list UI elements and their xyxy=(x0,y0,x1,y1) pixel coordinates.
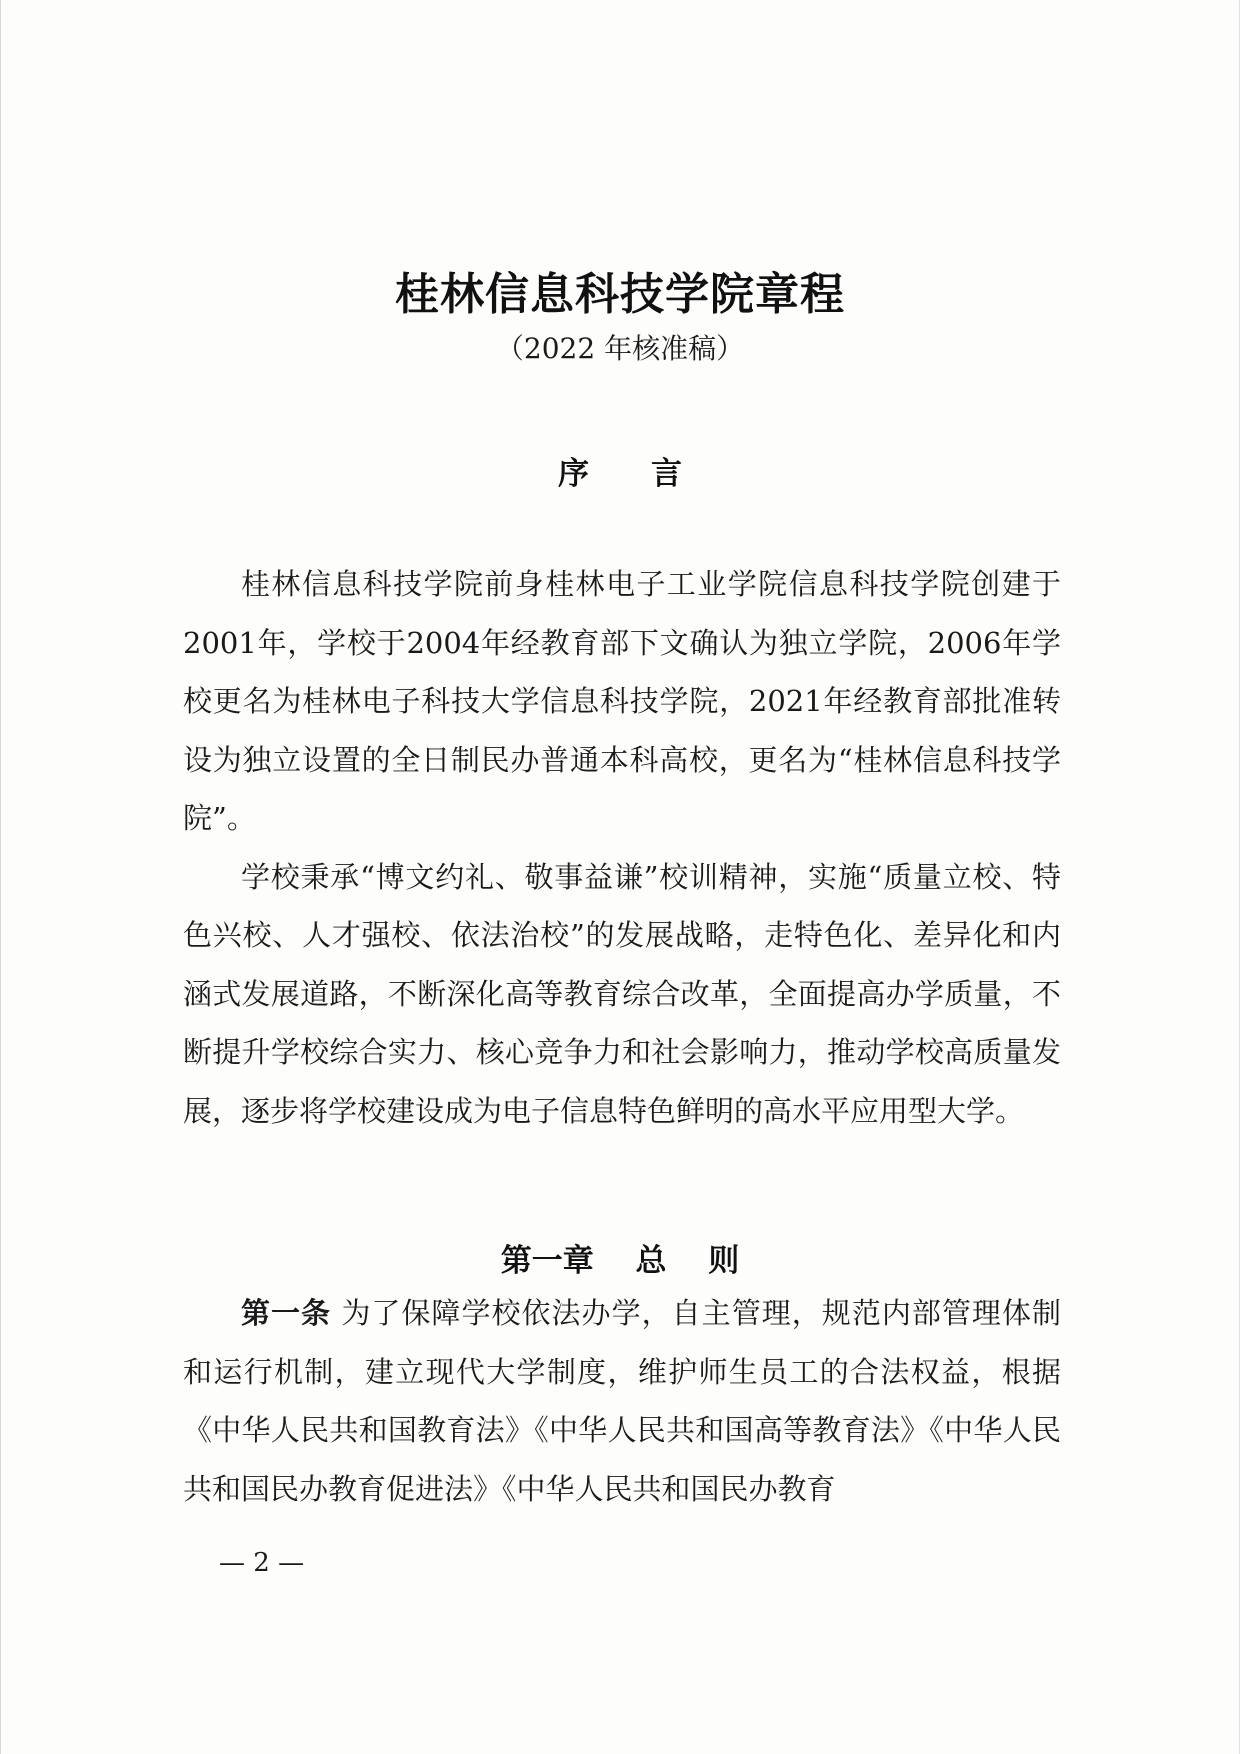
chapter-body xyxy=(183,1284,1061,1518)
preface-body xyxy=(183,555,1061,1140)
page-number: — 2 — xyxy=(219,1548,305,1578)
chapter-heading: 第一章 总 则 xyxy=(500,1243,740,1279)
document-subtitle: （2022 年核准稿） xyxy=(495,332,745,365)
article-label: 第一条 xyxy=(241,1296,332,1330)
preface-paragraph: 桂林信息科技学院前身桂林电子工业学院信息科技学院创建于2001年，学校于2004年经教育部下文确认为独立学院，2006年学校更名为桂林电子科技大学信息科技学院，2021年经教育部批准转设为独立设置的全日制民办普通本科高校，更名为“桂林信息科技学院”。 xyxy=(183,567,1061,835)
article-text: 为了保障学校依法办学，自主管理，规范内部管理体制和运行机制，建立现代大学制度，维护师生员工的合法权益，根据《中华人民共和国教育法》《中华人民共和国高等教育法》《中华人民共和国民办教育促进法》《中华人民共和国民办教育 xyxy=(183,1296,1061,1506)
preface-heading: 序 言 xyxy=(558,456,682,492)
article-paragraph xyxy=(183,1284,1061,1518)
preface-paragraph: 学校秉承“博文约礼、敬事益谦”校训精神，实施“质量立校、特色兴校、人才强校、依法治校”的发展战略，走特色化、差异化和内涵式发展道路，不断深化高等教育综合改革，全面提高办学质量，不断提升学校综合实力、核心竞争力和社会影响力，推动学校高质量发展，逐步将学校建设成为电子信息特色鲜明的高水平应用型大学。 xyxy=(183,859,1061,1128)
document-title: 桂林信息科技学院章程 xyxy=(395,269,845,320)
